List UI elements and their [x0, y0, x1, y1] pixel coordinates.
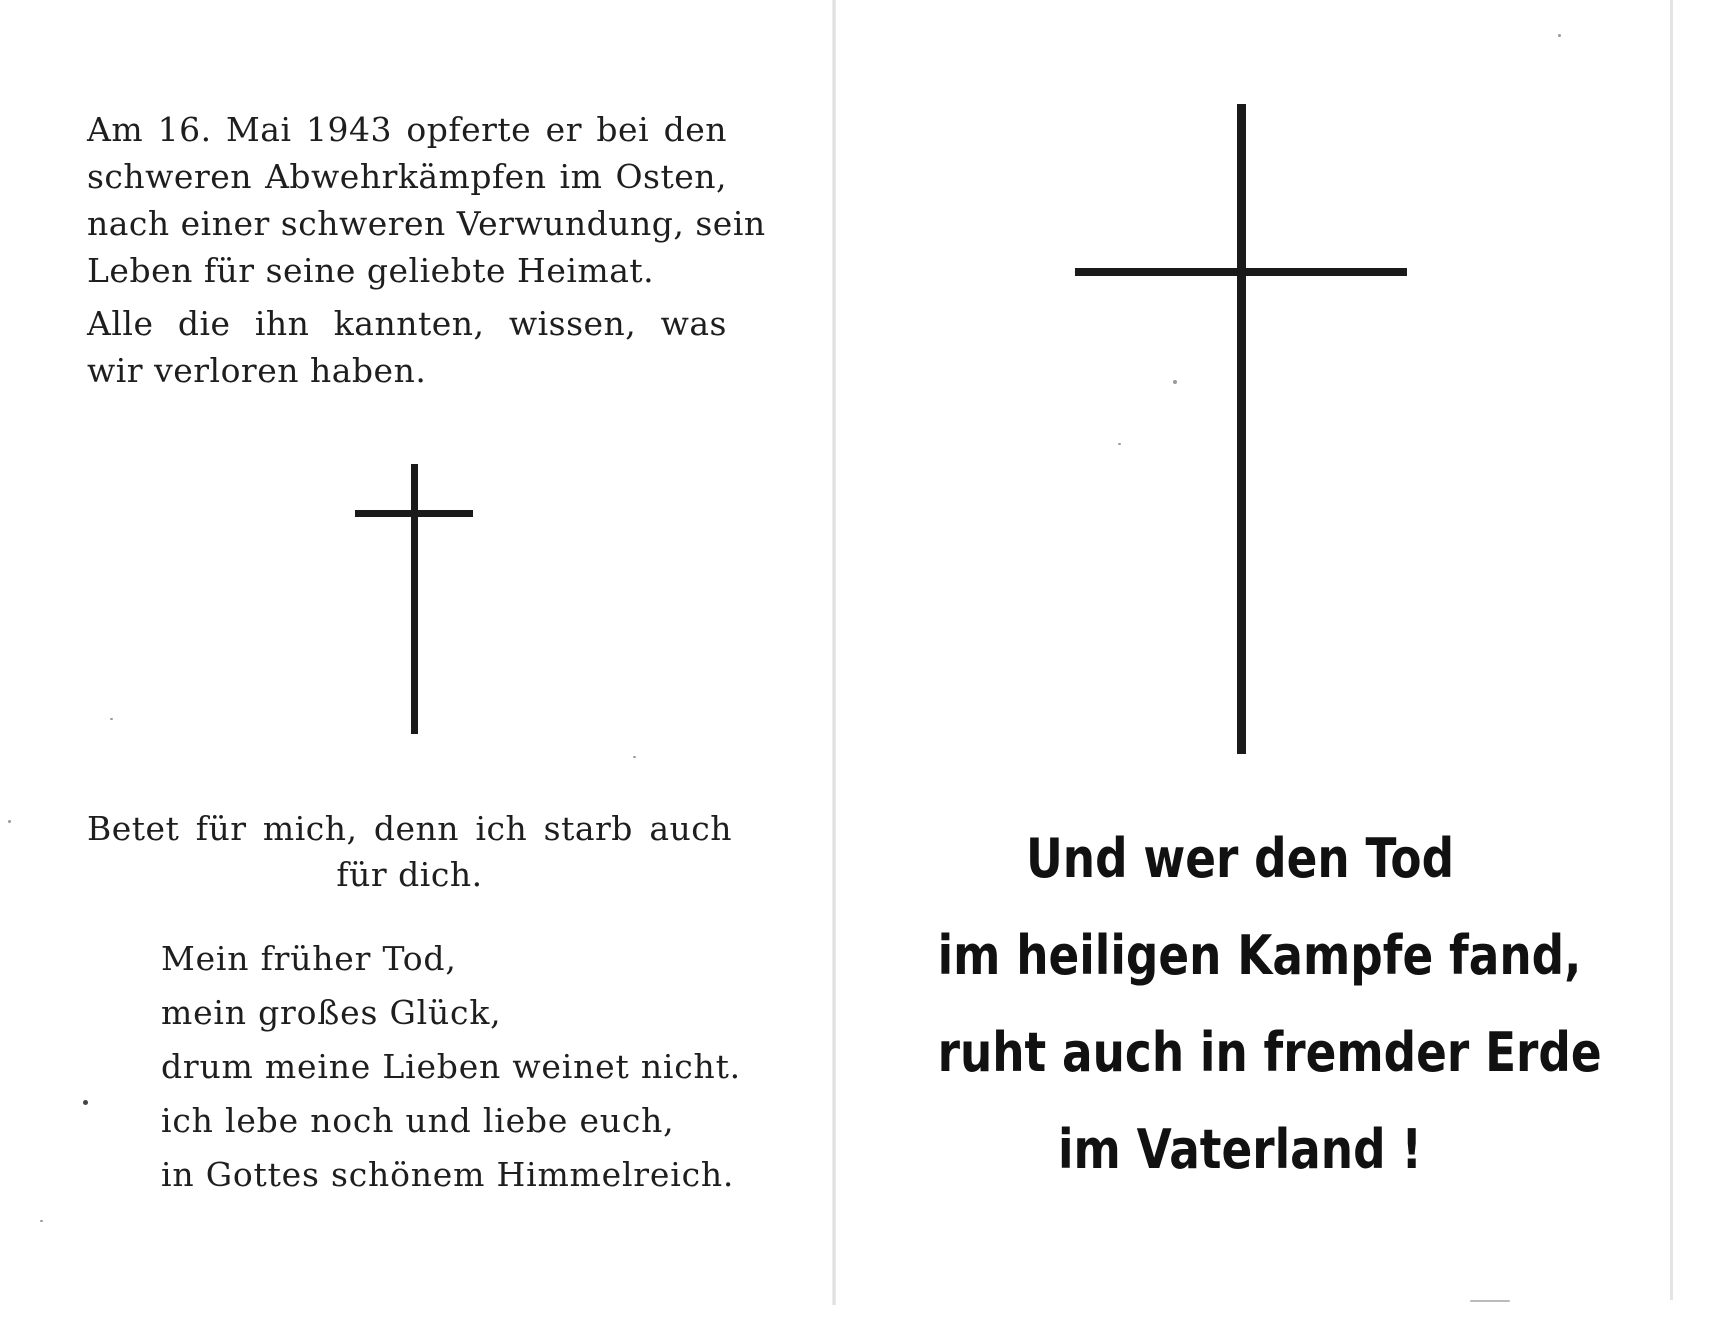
scan-speck	[1558, 34, 1561, 37]
paragraph-line: Am 16. Mai 1943 opferte er bei den	[87, 110, 727, 149]
scan-speck	[40, 1220, 43, 1222]
page-edge	[1670, 0, 1673, 1300]
cross-upright	[1237, 104, 1246, 754]
prayer-line: für dich.	[336, 855, 483, 894]
poem	[161, 932, 741, 1202]
scan-speck	[633, 756, 636, 758]
scan-speck	[1470, 1300, 1510, 1302]
memorial-paragraph	[87, 106, 766, 294]
scan-speck	[110, 718, 113, 720]
large-cross-icon	[1075, 104, 1407, 754]
left-page	[0, 0, 832, 1325]
memorial-verse	[937, 810, 1602, 1198]
small-cross-icon	[355, 464, 473, 734]
cross-upright	[411, 464, 418, 734]
remembrance-paragraph	[87, 300, 727, 394]
poem-line: in Gottes schönem Himmelreich.	[161, 1155, 735, 1194]
verse-line: im Vaterland !	[1057, 1118, 1423, 1181]
scan-speck	[83, 1100, 88, 1105]
poem-line: drum meine Lieben weinet nicht.	[161, 1047, 741, 1086]
verse-line: im heiligen Kampfe fand,	[937, 924, 1582, 987]
paragraph-line: wir verloren haben.	[87, 351, 427, 390]
prayer-line: Betet für mich, denn ich starb auch	[87, 809, 732, 848]
paragraph-line: Leben für seine geliebte Heimat.	[87, 251, 655, 290]
prayer-text	[87, 806, 732, 898]
paragraph-line: nach einer schweren Verwundung, sein	[87, 204, 766, 243]
poem-line: ich lebe noch und liebe euch,	[161, 1101, 675, 1140]
paragraph-line: schweren Abwehrkämpfen im Osten,	[87, 157, 727, 196]
verse-line: ruht auch in fremder Erde	[937, 1021, 1602, 1084]
scan-speck	[8, 820, 11, 823]
scan-speck	[1118, 443, 1121, 445]
paragraph-line: Alle die ihn kannten, wissen, was	[87, 304, 727, 343]
verse-line: Und wer den Tod	[1025, 827, 1455, 890]
scan-speck	[1173, 380, 1177, 384]
poem-line: Mein früher Tod,	[161, 939, 457, 978]
poem-line: mein großes Glück,	[161, 993, 502, 1032]
